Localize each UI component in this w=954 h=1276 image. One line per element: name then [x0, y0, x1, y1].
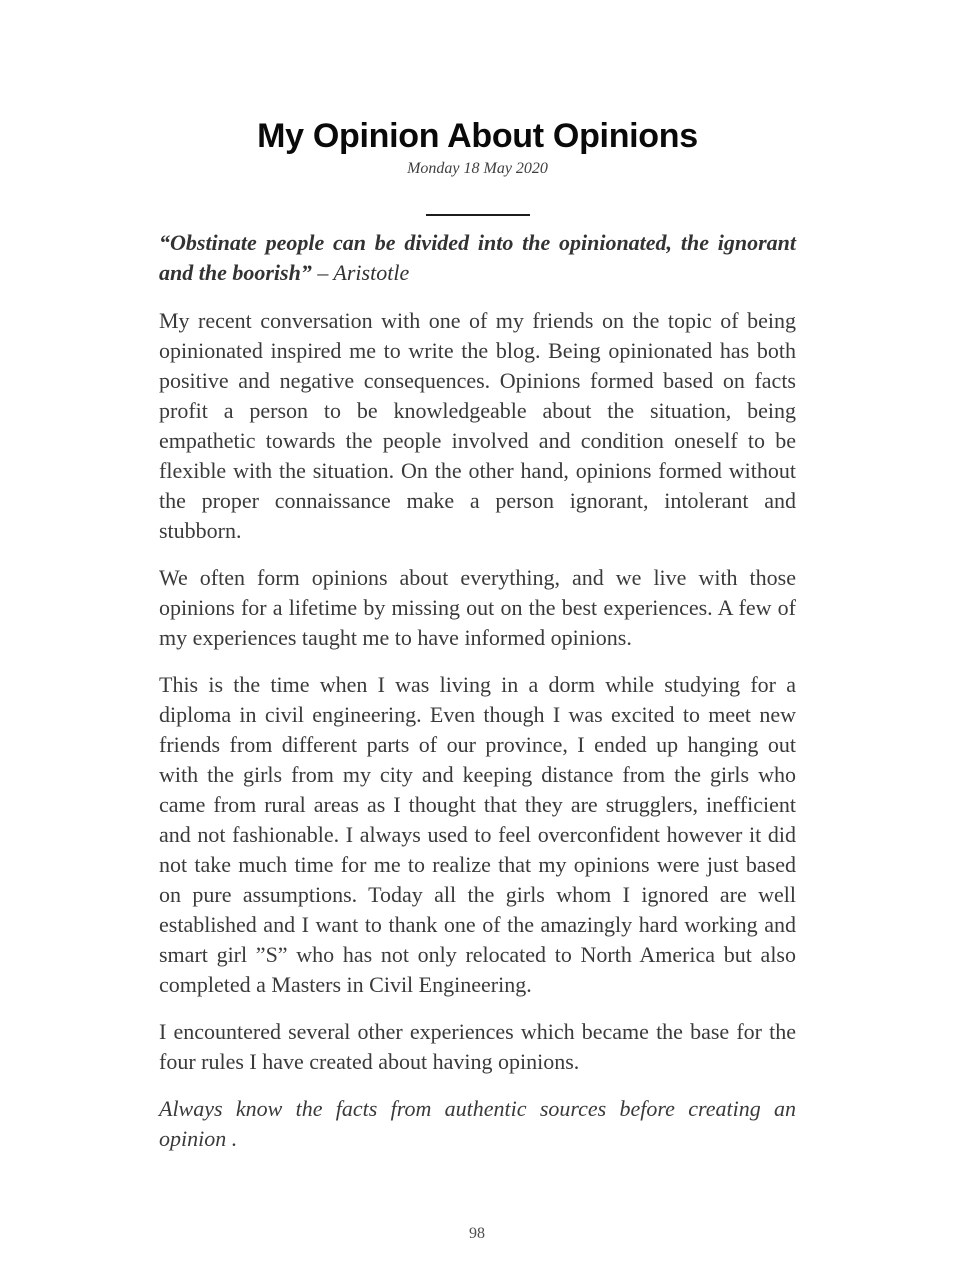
paragraph-4: I encountered several other experiences which became the base for the four rules I have created about having opinions. — [159, 1019, 796, 1074]
epigraph-quote — [159, 228, 796, 288]
section-divider — [426, 214, 530, 216]
page-title: My Opinion About Opinions — [257, 117, 698, 155]
document-content — [159, 0, 796, 1154]
post-date: Monday 18 May 2020 — [407, 160, 548, 177]
paragraph-3: This is the time when I was living in a dorm while studying for a diploma in civil engineering. Even though I was excited to meet new friends from different parts of our province, I ended up hanging out with the girls from my city and keeping distance from the girls who came from rural areas as I thought that they are strugglers, inefficient and not fashionable. I always used to feel overconfident however it did not take much time for me to realize that my opinions were just based on pure assumptions. Today all the girls whom I ignored are well established and I want to thank one of the amazingly hard working and smart girl ”S” who has not only relocated to North America but also completed a Masters in Civil Engineering. — [159, 672, 796, 997]
paragraph-2: We often form opinions about everything, and we live with those opinions for a lifetime by missing out on the best experiences. A few of my experiences taught me to have informed opinions. — [159, 565, 796, 650]
paragraph-1: My recent conversation with one of my friends on the topic of being opinionated inspired me to write the blog. Being opinionated has both positive and negative consequences. Opinions formed based on facts profit a person to be knowledgeable about the situation, being empathetic towards the people involved and condition oneself to be flexible with the situation. On the other hand, opinions formed without the proper connaissance make a person ignorant, intolerant and stubborn. — [159, 308, 796, 543]
quote-attribution: – Aristotle — [311, 260, 410, 285]
closing-note: Always know the facts from authentic sources before creating an opinion . — [159, 1096, 796, 1151]
quote-text: “Obstinate people can be divided into the opinionated, the ignorant and the boorish” — [159, 230, 796, 285]
page-number: 98 — [469, 1225, 485, 1242]
